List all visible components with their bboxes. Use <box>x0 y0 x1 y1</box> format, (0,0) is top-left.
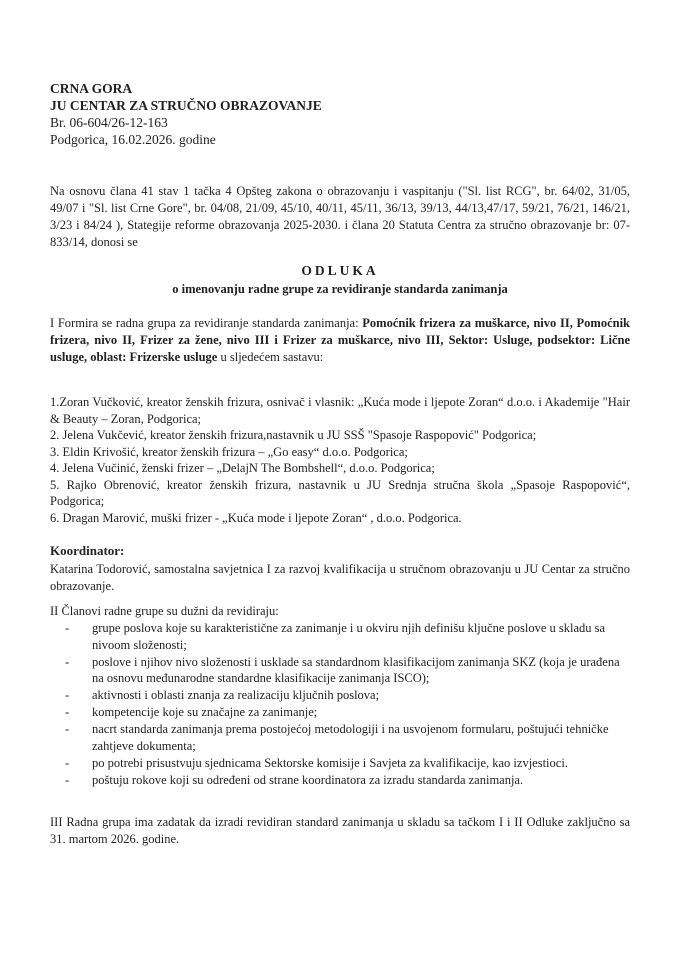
bullet-dash: - <box>65 722 70 736</box>
document-title: ODLUKA <box>301 263 379 278</box>
reference-number: Br. 06-604/26-12-163 <box>50 115 168 130</box>
document-subtitle: o imenovanju radne grupe za revidiranje standarda zanimanja <box>172 282 508 296</box>
coordinator-heading: Koordinator: <box>50 543 125 558</box>
member-6: 6. Dragan Marović, muški frizer - „Kuća mode i ljepote Zoran“ , d.o.o. Podgorica. <box>50 510 462 525</box>
duty-item: - grupe poslova koje su karakteristične za zanimanje i u okviru njih definišu ključne poslove u skladu sa nivoom složenosti; <box>65 621 606 652</box>
bullet-dash: - <box>65 621 70 635</box>
place-date: Podgorica, 16.02.2026. godine <box>50 132 216 147</box>
bullet-dash: - <box>65 688 70 702</box>
member-5: 5. Rajko Obrenović, kreator ženskih frizura, nastavnik u JU Srednja stručna škola „Spasoje Raspopović“, Podgorica; <box>50 477 630 508</box>
duty-item: - po potrebi prisustvuju sjednicama Sektorske komisije i Savjeta za kvalifikacije, kao izvjestioci. <box>65 755 568 770</box>
section-1-occupations: Pomoćnik frizera za muškarce, nivo II, Pomoćnik frizera, nivo II, Frizer za žene, nivo III i Frizer za muškarce, nivo III, Sektor: Usluge, podsektor: Lične usluge, oblast: Frizerske usluge <box>50 316 630 364</box>
bullet-dash: - <box>65 772 70 787</box>
duties-list <box>50 620 630 789</box>
section-2-intro: II Članovi radne grupe su dužni da revidiraju: <box>50 604 279 618</box>
bullet-dash: - <box>65 654 70 669</box>
section-1 <box>50 315 630 366</box>
member-4: 4. Jelena Vučinić, ženski frizer – „DelajN The Bombshell“, d.o.o. Podgorica; <box>50 461 435 475</box>
preamble: Na osnovu člana 41 stav 1 tačka 4 Opšteg zakona o obrazovanju i vaspitanju ("Sl. list RCG", br. 64/02, 31/05, 49/07 i "Sl. list Crne Gore", br. 04/08, 21/09, 45/10, 40/11, 45/11, 36/13, 39/13, 44/13,47/17, 59/21, 76/21, 146/21, 3/23 i 84/24 ), Stategije reforme obrazovanja 2025-2030. i člana 20 Statuta Centra za stručno obrazovanje br: 07-833/14, donosi se <box>50 184 630 249</box>
letterhead <box>50 80 322 148</box>
bullet-dash: - <box>65 705 70 719</box>
institution-name: JU CENTAR ZA STRUČNO OBRAZOVANJE <box>50 98 322 113</box>
section-1-intro: I Formira se radna grupa za revidiranje standarda zanimanja: <box>50 316 363 330</box>
member-3: 3. Eldin Krivošić, kreator ženskih frizura – „Go easy“ d.o.o. Podgorica; <box>50 444 408 459</box>
section-3: III Radna grupa ima zadatak da izradi revidiran standard zanimanja u skladu sa tačkom I i II Odluke zaključno sa 31. martom 2026. godine. <box>50 815 630 846</box>
country-name: CRNA GORA <box>50 81 133 96</box>
duty-item: - aktivnosti i oblasti znanja za realizaciju ključnih poslova; <box>65 688 380 702</box>
duty-item: - kompetencije koje su značajne za zanimanje; <box>65 705 318 719</box>
duty-item: - poslove i njihov nivo složenosti i uskladе sa standardnom klasifikacijom zanimanja SKZ (koja je urađena na osnovu međunarodne standardne klasifikacije zanimanja ISCO); <box>65 654 620 685</box>
duty-item: - poštuju rokove koji su određeni od strane koordinatora za izradu standarda zanimanja. <box>65 772 524 787</box>
bullet-dash: - <box>65 755 70 770</box>
member-1: 1.Zoran Vučković, kreator ženskih frizura, osnivač i vlasnik: „Kuća mode i ljepote Zoran“ d.o.o. i Akademije "Hair & Beauty – Zoran, Podgorica; <box>50 395 630 426</box>
member-2: 2. Jelena Vukčević, kreator ženskih frizura,nastavnik u JU SSŠ "Spasoje Raspopović" Podgorica; <box>50 428 537 442</box>
member-list <box>50 394 630 526</box>
section-1-outro: u sljedećem sastavu: <box>217 350 324 364</box>
coordinator-text: Katarina Todorović, samostalna savjetnica I za razvoj kvalifikacija u stručnom obrazovanju u JU Centar za stručno obrazovanje. <box>50 562 630 593</box>
duty-item: - nacrt standarda zanimanja prema postojećoj metodologiji i na usvojenom formularu, poštujući tehničke zahtjeve dokumenta; <box>65 722 609 753</box>
